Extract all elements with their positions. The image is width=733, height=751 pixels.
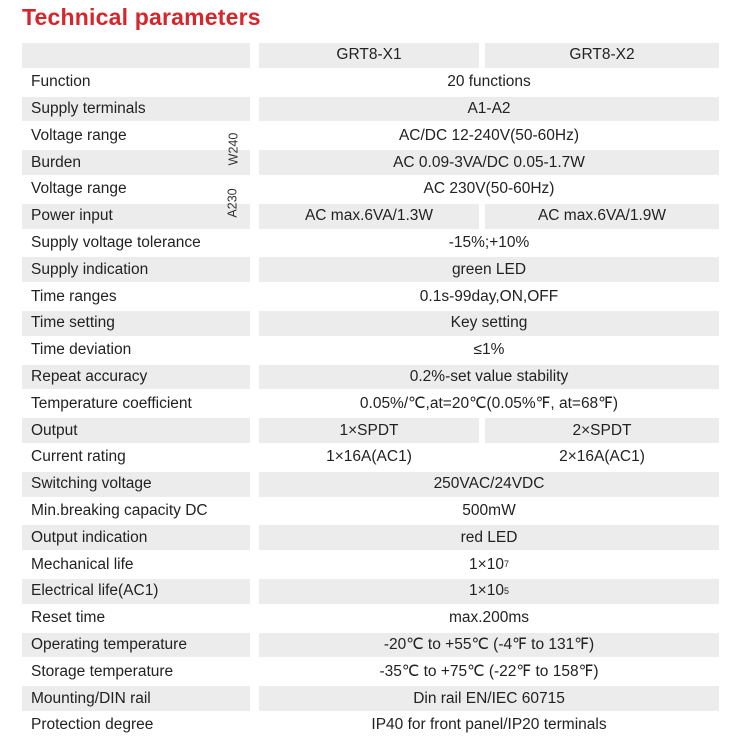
parameter-value xyxy=(259,70,719,95)
table-row xyxy=(22,337,719,364)
table-row xyxy=(22,524,719,551)
parameter-label: Temperature coefficient xyxy=(31,394,192,412)
table-row xyxy=(22,658,719,685)
voltage-variant-text: W240 xyxy=(226,132,240,166)
parameter-value xyxy=(259,123,719,148)
parameter-label: Function xyxy=(31,73,91,91)
parameter-value-text: Din rail EN/IEC 60715 xyxy=(413,689,565,707)
table-row xyxy=(22,578,719,605)
parameter-value-text: -35℃ to +75℃ (-22℉ to 158℉) xyxy=(379,663,599,681)
parameter-label: Voltage range xyxy=(31,126,127,144)
parameter-value xyxy=(259,659,719,684)
parameter-label: Current rating xyxy=(31,448,126,466)
table-row xyxy=(22,69,719,96)
parameter-value xyxy=(259,579,719,604)
parameter-value xyxy=(259,552,719,577)
table-row xyxy=(22,310,719,337)
table-row xyxy=(22,176,719,203)
parameter-label: Mounting/DIN rail xyxy=(22,686,250,711)
parameter-value-text: AC 0.09-3VA/DC 0.05-1.7W xyxy=(393,153,585,171)
parameter-label: Power input xyxy=(22,204,250,229)
parameter-label: Protection degree xyxy=(31,716,154,734)
parameter-value-text: AC/DC 12-240V(50-60Hz) xyxy=(398,126,580,144)
parameter-label: Output xyxy=(22,418,250,443)
parameter-label: Supply indication xyxy=(22,257,250,282)
parameter-value xyxy=(259,391,719,416)
parameter-value xyxy=(259,97,719,122)
parameter-value xyxy=(259,472,719,497)
table-row xyxy=(22,230,719,257)
page-title: Technical parameters xyxy=(22,4,261,30)
parameter-value xyxy=(259,177,719,202)
parameter-value-text: 0.05%/℃,at=20℃(0.05%℉, at=68℉) xyxy=(359,395,619,413)
parameter-value xyxy=(259,231,719,256)
value-grt8-x2: 2×SPDT xyxy=(485,418,719,443)
value-grt8-x2: 2×16A(AC1) xyxy=(559,448,645,466)
parameter-label: Supply voltage tolerance xyxy=(31,233,201,251)
parameter-label: Repeat accuracy xyxy=(22,365,250,390)
table-row xyxy=(22,471,719,498)
parameter-value-text: -20℃ to +55℃ (-4℉ to 131℉) xyxy=(383,636,595,654)
table-row xyxy=(22,203,719,230)
parameter-label: Reset time xyxy=(31,609,106,627)
value-grt8-x1: 1×SPDT xyxy=(259,418,479,443)
parameter-label: Output indication xyxy=(22,525,250,550)
parameter-value-text: 500mW xyxy=(462,501,516,519)
table-row xyxy=(22,390,719,417)
value-grt8-x2: AC max.6VA/1.9W xyxy=(485,204,719,229)
value-grt8-x1: AC max.6VA/1.3W xyxy=(259,204,479,229)
parameter-value xyxy=(259,150,719,175)
table-row xyxy=(22,498,719,525)
parameter-value-text: ≤1% xyxy=(473,341,505,359)
parameter-value xyxy=(259,606,719,631)
parameter-value-text: 0.1s-99day,ON,OFF xyxy=(419,287,559,305)
parameter-value-text: AC 230V(50-60Hz) xyxy=(423,180,555,198)
exponent: 7 xyxy=(503,559,509,570)
table-row xyxy=(22,256,719,283)
parameter-value-text: IP40 for front panel/IP20 terminals xyxy=(371,716,607,734)
table-row xyxy=(22,283,719,310)
parameter-label: Time setting xyxy=(22,311,250,336)
parameter-value xyxy=(259,365,719,390)
parameter-label: Switching voltage xyxy=(22,472,250,497)
parameter-value xyxy=(259,525,719,550)
parameter-label: Voltage range xyxy=(31,180,127,198)
value-grt8-x1: 1×16A(AC1) xyxy=(326,448,412,466)
parameter-label: Time ranges xyxy=(31,287,117,305)
exponent: 5 xyxy=(503,585,509,596)
parameter-label: Storage temperature xyxy=(31,662,174,680)
voltage-variant-label xyxy=(222,122,244,176)
table-row xyxy=(22,417,719,444)
parameter-value xyxy=(259,686,719,711)
parameter-label: Min.breaking capacity DC xyxy=(31,501,208,519)
parameters-table xyxy=(22,42,719,739)
parameter-value-text: red LED xyxy=(460,528,518,546)
header-cell-grt8-x2: GRT8-X2 xyxy=(485,43,719,68)
parameter-value-text: -15%;+10% xyxy=(448,233,530,251)
voltage-variant-text: A230 xyxy=(226,188,241,218)
table-row xyxy=(22,444,719,471)
parameter-value xyxy=(259,338,719,363)
parameter-value-text: green LED xyxy=(451,260,527,278)
header-row xyxy=(22,42,719,69)
table-row xyxy=(22,149,719,176)
parameter-value-text: 0.2%-set value stability xyxy=(409,367,569,385)
parameter-value xyxy=(259,713,719,738)
parameter-value xyxy=(259,311,719,336)
voltage-variant-label xyxy=(222,176,244,230)
parameter-value-text: Key setting xyxy=(450,314,528,332)
parameter-value xyxy=(259,257,719,282)
parameter-value xyxy=(259,633,719,658)
header-cell-empty xyxy=(22,43,250,68)
parameter-label: Supply terminals xyxy=(22,97,250,122)
table-row xyxy=(22,96,719,123)
parameter-label: Time deviation xyxy=(31,341,132,359)
header-cell-grt8-x1: GRT8-X1 xyxy=(259,43,479,68)
parameter-value-text: 1×10 xyxy=(469,555,504,573)
table-row xyxy=(22,685,719,712)
parameter-value xyxy=(259,284,719,309)
table-row xyxy=(22,551,719,578)
parameter-value-text: 20 functions xyxy=(447,73,531,91)
parameter-label: Electrical life(AC1) xyxy=(22,579,250,604)
table-row xyxy=(22,632,719,659)
table-row xyxy=(22,122,719,149)
parameter-value-text: 1×10 xyxy=(469,582,504,600)
parameter-label: Operating temperature xyxy=(22,633,250,658)
parameter-value-text: 250VAC/24VDC xyxy=(433,475,545,493)
parameter-value-text: A1-A2 xyxy=(467,99,511,117)
parameter-value-text: max.200ms xyxy=(448,609,530,627)
table-row xyxy=(22,364,719,391)
parameter-label: Mechanical life xyxy=(31,555,134,573)
table-row xyxy=(22,605,719,632)
parameter-label: Burden xyxy=(22,150,250,175)
table-row xyxy=(22,712,719,739)
parameter-value xyxy=(259,499,719,524)
